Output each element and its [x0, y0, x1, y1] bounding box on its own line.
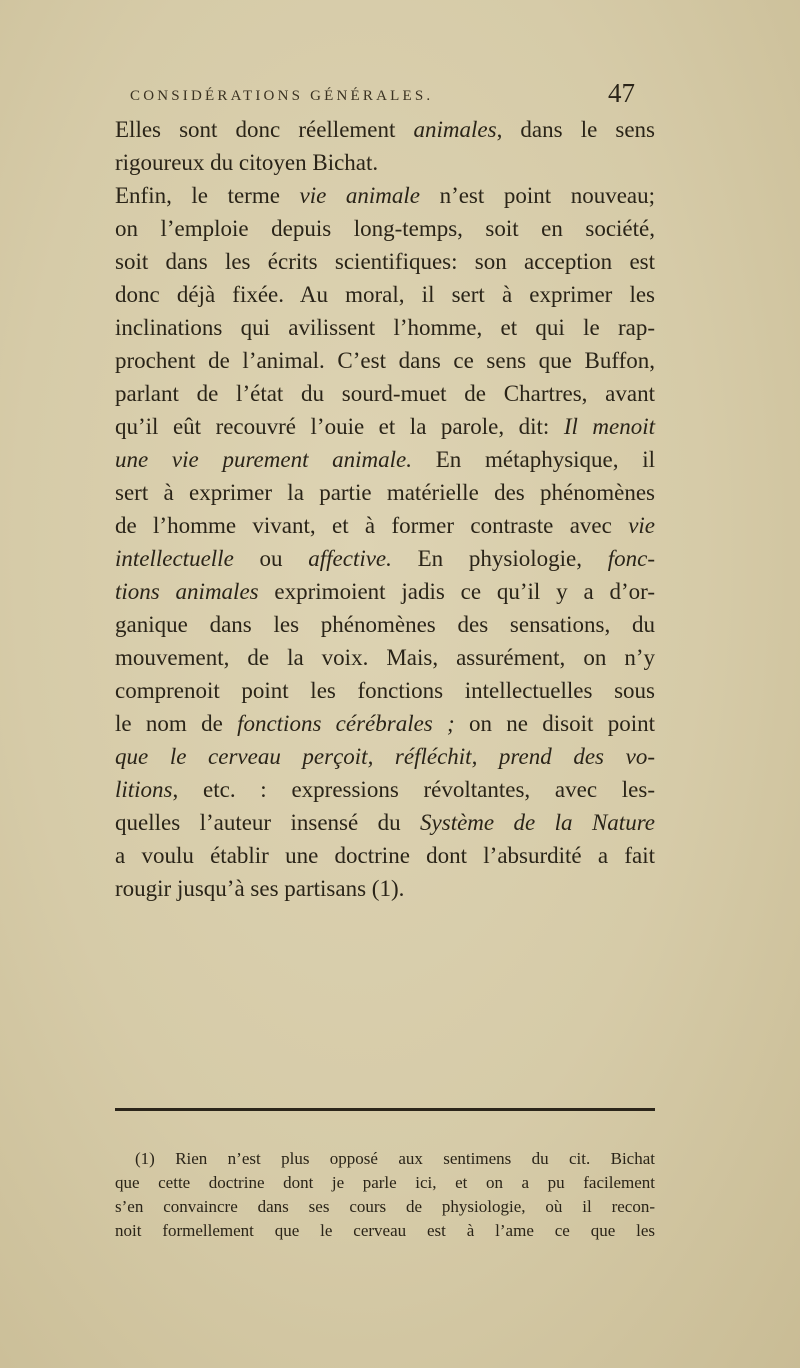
text-segment: qu’il eût recouvré l’ouie et la parole, dit:: [115, 414, 564, 439]
text-line: [115, 608, 655, 641]
text-line: [115, 311, 655, 344]
text-segment: ou: [233, 546, 309, 571]
text-line: [115, 641, 655, 674]
text-line: [115, 179, 655, 212]
text-segment: soit dans les écrits scientifiques: son acception est: [115, 249, 655, 274]
text-line: [115, 113, 655, 146]
footnote-line: noit formellement que le cerveau est à l’ame ce que les: [115, 1221, 655, 1240]
italic-text: tions animales: [115, 579, 259, 604]
text-segment: prochent de l’animal. C’est dans ce sens que Buffon,: [115, 348, 655, 373]
text-line: [115, 212, 655, 245]
text-segment: sert à exprimer la partie matérielle des phénomènes: [115, 480, 655, 505]
text-line: [115, 146, 655, 179]
text-segment: Enfin, le terme: [115, 183, 300, 208]
text-segment: donc déjà fixée. Au moral, il sert à exprimer les: [115, 282, 655, 307]
running-title: CONSIDÉRATIONS GÉNÉRALES.: [130, 88, 434, 104]
footnote-rule: [115, 1108, 655, 1111]
italic-text: fonc-: [607, 546, 655, 571]
text-segment: rigoureux du citoyen Bichat.: [115, 150, 379, 175]
text-segment: , etc. : expressions révoltantes, avec les-: [172, 777, 655, 802]
page-header: [130, 78, 670, 112]
text-line: [115, 575, 655, 608]
text-line: [115, 245, 655, 278]
text-segment: parlant de l’état du sourd-muet de Chartres, avant: [115, 381, 655, 406]
text-segment: inclinations qui avilissent l’homme, et qui le rap-: [115, 315, 655, 340]
text-line: [115, 839, 655, 872]
text-line: [115, 443, 655, 476]
text-segment: ganique dans les phénomènes des sensations, du: [115, 612, 655, 637]
text-segment: En physiologie,: [391, 546, 608, 571]
text-line: [115, 773, 655, 806]
text-segment: le nom de: [115, 711, 238, 736]
page-number: 47: [608, 78, 635, 108]
italic-text: que le cerveau perçoit, réfléchit, prend des vo-: [115, 744, 655, 769]
text-line: [115, 476, 655, 509]
italic-text: fonctions cérébrales ;: [237, 711, 455, 736]
text-line: [115, 542, 655, 575]
body-text: [115, 113, 655, 905]
text-segment: En métaphysique, il: [412, 447, 655, 472]
text-segment: rougir jusqu’à ses partisans (1).: [115, 876, 405, 901]
text-segment: on ne disoit point: [454, 711, 655, 736]
footnote-line: que cette doctrine dont je parle ici, et on a pu facilement: [115, 1173, 655, 1192]
text-segment: , dans le sens: [496, 117, 656, 142]
text-segment: de l’homme vivant, et à former contraste avec: [115, 513, 629, 538]
text-line: [115, 674, 655, 707]
italic-text: Système de la Nature: [420, 810, 656, 835]
text-line: [115, 377, 655, 410]
italic-text: vie animale: [299, 183, 420, 208]
text-line: [115, 509, 655, 542]
italic-text: animales: [413, 117, 497, 142]
text-segment: mouvement, de la voix. Mais, assurément, on n’y: [115, 645, 655, 670]
text-line: [115, 344, 655, 377]
italic-text: vie: [628, 513, 655, 538]
text-segment: comprenoit point les fonctions intellectuelles sous: [115, 678, 655, 703]
text-line: [115, 707, 655, 740]
italic-text: intellectuelle: [115, 546, 234, 571]
text-line: [115, 872, 655, 905]
footnote-line: (1) Rien n’est plus opposé aux sentimens du cit. Bichat: [135, 1149, 655, 1168]
footnotes: [115, 1147, 655, 1243]
text-line: [115, 410, 655, 443]
text-segment: on l’emploie depuis long-temps, soit en société,: [115, 216, 655, 241]
text-segment: exprimoient jadis ce qu’il y a d’or-: [258, 579, 655, 604]
footnote-line: s’en convaincre dans ses cours de physiologie, où il recon-: [115, 1197, 655, 1216]
text-segment: n’est point nouveau;: [420, 183, 656, 208]
text-line: [115, 806, 655, 839]
text-segment: a voulu établir une doctrine dont l’absurdité a fait: [115, 843, 655, 868]
text-segment: Elles sont donc réellement: [115, 117, 414, 142]
italic-text: une vie purement animale.: [115, 447, 413, 472]
text-segment: quelles l’auteur insensé du: [115, 810, 421, 835]
italic-text: affective.: [308, 546, 392, 571]
text-line: [115, 740, 655, 773]
italic-text: Il menoit: [563, 414, 655, 439]
italic-text: litions: [115, 777, 173, 802]
text-line: [115, 278, 655, 311]
